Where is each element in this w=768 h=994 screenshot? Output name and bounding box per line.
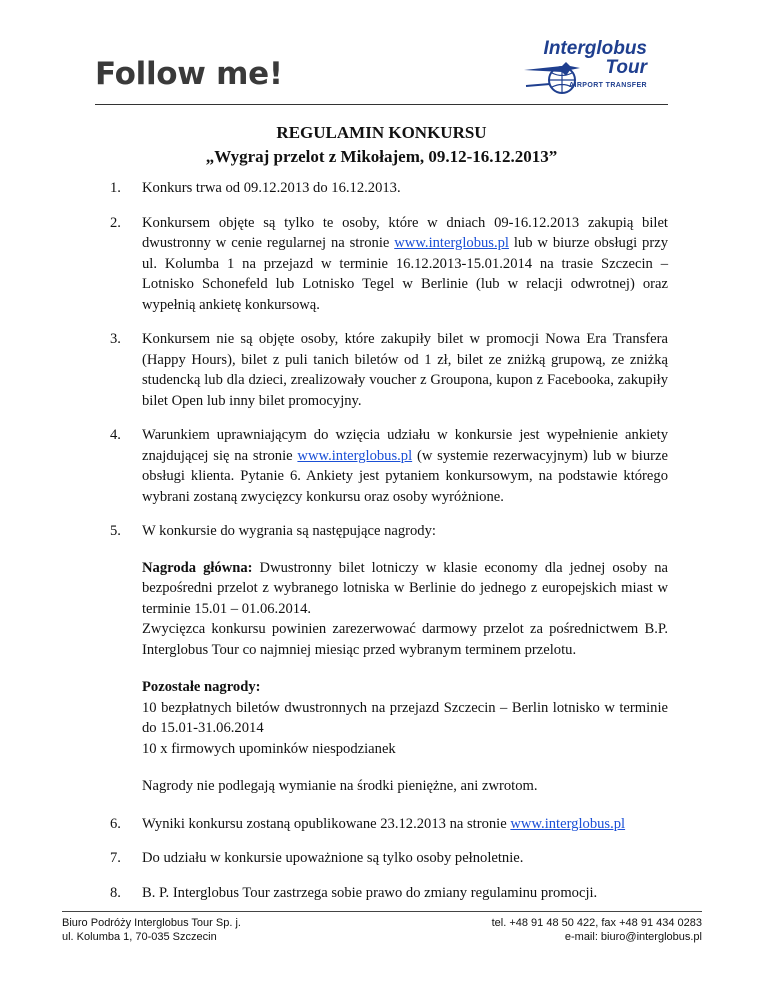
item-text: Konkursem objęte są tylko te osoby, które w dniach 09-16.12.2013 zakupią bilet dwustronny w cenie regularnej na stronie www.interglobus.pl lub w biurze obsługi przy ul. Kolumba 1 na przejazd w terminie 16.12.2013-15.01.2014 na trasie Szczecin – Lotnisko Schonefeld lub Lotnisko Tegel w Berlinie (lub w relacji odwrotnej) oraz wypełnią ankietę konkursową. [142,214,668,313]
item-text: Konkurs trwa od 09.12.2013 do 16.12.2013. [142,180,401,196]
plane-globe-icon [522,56,584,96]
main-prize-text: Dwustronny bilet lotniczy w klasie economy dla jednej osoby na bezpośredni przelot z wybranego lotniska w Berlinie do jednego z europejskich miast w terminie 15.01 – 01.06.2014. [142,559,669,617]
list-item [110,848,668,869]
item-text: Warunkiem uprawniającym do wzięcia udziału w konkursie jest wypełnienie ankiety znajdującej się na stronie www.interglobus.pl (w systemie rezerwacyjnym) lub w biurze obsługi klienta. Pytanie 6. Ankiety jest pytaniem konkursowym, na podstawie którego wybrani zostaną zwycięzcy konkursu oraz osoby wyróżnione. [142,427,668,505]
list-item [110,213,668,316]
interglobus-link[interactable]: www.interglobus.pl [510,815,626,832]
list-item [110,178,668,199]
list-item [110,425,668,507]
logo-subtitle: AIRPORT TRANSFER [569,82,647,89]
item-number: 1. [110,180,121,196]
footer-company-info [62,916,241,944]
interglobus-link[interactable]: www.interglobus.pl [297,447,413,464]
other-prizes-label: Pozostałe nagrody: [142,679,261,695]
interglobus-link[interactable]: www.interglobus.pl [394,235,509,251]
footer-contact-info [492,916,702,944]
company-address: ul. Kolumba 1, 70-035 Szczecin [62,931,217,943]
title-line-1: REGULAMIN KONKURSU [276,123,487,142]
company-name: Biuro Podróży Interglobus Tour Sp. j. [62,917,241,929]
document-title [95,121,668,169]
logo-word-interglobus: Interglobus [543,38,647,59]
item-number: 8. [110,884,121,901]
contact-email: e-mail: biuro@interglobus.pl [564,931,702,943]
item-number: 4. [110,427,121,443]
item-text: Konkursem nie są objęte osoby, które zakupiły bilet w promocji Nowa Era Transfera (Happy Hours), bilet z puli tanich biletów od 1 zł, bilet ze zniżką grupową, ze zniżką studencką lub dla dzieci, zrealizowały voucher z Groupona, kupon z Facebooka, zakupiły bilet Open lub inny bilet promocyjny. [142,331,668,409]
contact-phone: tel. +48 91 48 50 422, fax +48 91 434 0283 [491,917,702,929]
list-item [110,814,668,835]
item-number: 5. [110,523,121,539]
list-item [110,883,668,904]
footer-divider [62,911,702,912]
item-text: W konkursie do wygrania są następujące nagrody: [142,523,436,539]
header-divider [95,104,668,105]
item-number: 7. [110,850,121,866]
list-item [110,521,668,542]
item-number: 3. [110,331,121,347]
main-prize-label: Nagroda główna: [142,559,253,576]
prizes-note: Nagrody nie podlegają wymianie na środki pieniężne, ani zwrotom. [142,778,538,794]
other-prize-2: 10 x firmowych upominków niespodzianek [142,740,396,757]
other-prize-1: 10 bezpłatnych biletów dwustronnych na przejazd Szczecin – Berlin lotnisko w terminie do 15.01-31.06.2014 [142,699,668,736]
title-line-2: „Wygraj przelot z Mikołajem, 09.12-16.12.2013” [205,147,558,166]
main-prize-note: Zwycięzca konkursu powinien zarezerwować darmowy przelot za pośrednictwem B.P. Interglobus Tour co najmniej miesiąc przed wybranym terminem przelotu. [142,621,668,658]
item-text: B. P. Interglobus Tour zastrzega sobie prawo do zmiany regulaminu promocji. [142,884,598,901]
item-text: Do udziału w konkursie upoważnione są tylko osoby pełnoletnie. [142,850,524,866]
other-prizes [142,677,668,759]
item-number: 2. [110,214,121,231]
interglobus-logo [522,38,657,102]
item-text: Wyniki konkursu zostaną opublikowane 23.12.2013 na stronie www.interglobus.pl [142,815,626,832]
list-item [110,329,668,411]
regulations-list [110,178,668,917]
item-number: 6. [110,815,121,832]
brand-title: Follow me! [95,56,283,92]
logo-word-tour: Tour [605,57,647,78]
main-prize [142,558,668,661]
